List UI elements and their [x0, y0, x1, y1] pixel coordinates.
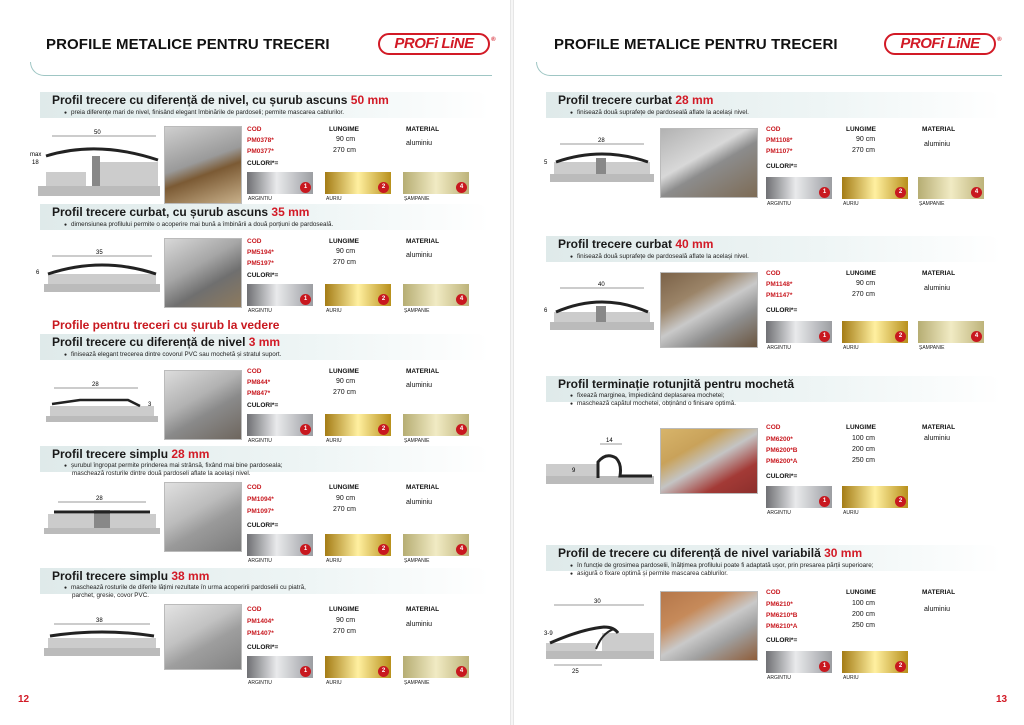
code: PM844*: [247, 379, 271, 386]
colors-label: CULORI*=: [766, 307, 798, 314]
profile-drawing: [40, 616, 164, 666]
material: aluminiu: [924, 141, 951, 148]
bullet-cont: parchet, gresie, covor PVC.: [72, 592, 149, 599]
section-title: Profil terminație rotunjită pentru mochetă: [558, 377, 795, 391]
length: 90 cm: [336, 378, 356, 385]
product-photo: [164, 604, 242, 670]
section-terminatie-mocheta: [546, 376, 1002, 516]
section-title: Profil trecere curbat 40 mm: [558, 237, 714, 251]
swatch-argintiu: 1: [247, 534, 313, 556]
product-photo: [164, 482, 242, 552]
swatch-label: ARGINTIU: [248, 308, 272, 314]
section-nivel-variabil-30mm: [544, 545, 1002, 681]
code: PM1404*: [247, 618, 274, 625]
svg-text:3: 3: [148, 402, 152, 408]
col-cod: COD: [766, 589, 781, 596]
swatch-argintiu: 1: [247, 414, 313, 436]
swatch-label: AURIU: [326, 308, 342, 314]
profile-drawing: [542, 132, 658, 192]
code: PM6200*B: [766, 447, 798, 454]
col-material: MATERIAL: [922, 589, 956, 596]
section-title: Profil trecere simplu 38 mm: [52, 569, 210, 583]
swatch-auriu: 2: [842, 321, 908, 343]
material: aluminiu: [406, 382, 433, 389]
col-cod: COD: [247, 238, 262, 245]
swatch-auriu: 2: [325, 172, 391, 194]
swatch-auriu: 2: [325, 534, 391, 556]
swatch-sampanie: 4: [403, 414, 469, 436]
swatch-sampanie: 4: [918, 321, 984, 343]
bullet: ● finisează două suprafețe de pardoseală aflate la același nivel.: [570, 253, 749, 261]
length: 200 cm: [852, 446, 875, 453]
swatch-label: AURIU: [843, 201, 859, 207]
length: 100 cm: [852, 600, 875, 607]
code: PM6210*A: [766, 623, 798, 630]
length: 90 cm: [856, 136, 876, 143]
product-photo: [660, 272, 758, 348]
product-photo: [660, 128, 758, 198]
col-material: MATERIAL: [406, 606, 440, 613]
col-cod: COD: [247, 606, 262, 613]
col-lungime: LUNGIME: [846, 126, 876, 133]
header-rule: [536, 62, 1002, 76]
header-rule: [30, 62, 492, 76]
length: 270 cm: [333, 389, 356, 396]
swatch-label: ȘAMPANIE: [404, 680, 430, 686]
product-photo: [164, 370, 242, 440]
code: PM1147*: [766, 292, 793, 299]
col-lungime: LUNGIME: [846, 424, 876, 431]
col-cod: COD: [247, 126, 262, 133]
brand-logo: PROFi LiNE ®: [884, 33, 996, 55]
bullet: ● șurubul îngropat permite prinderea mai strânsă, fixând mai bine pardoseala;: [64, 462, 282, 470]
swatch-auriu: 2: [842, 177, 908, 199]
col-lungime: LUNGIME: [329, 484, 359, 491]
code: PM1148*: [766, 281, 793, 288]
section-title: Profil trecere simplu 28 mm: [52, 447, 210, 461]
svg-text:max: max: [30, 152, 42, 158]
length: 90 cm: [336, 248, 356, 255]
swatch-label: AURIU: [326, 438, 342, 444]
col-material: MATERIAL: [406, 484, 440, 491]
section-title: Profil trecere cu diferență de nivel, cu șurub ascuns 50 mm: [52, 93, 389, 107]
swatch-sampanie: 4: [403, 656, 469, 678]
swatch-label: ARGINTIU: [767, 345, 791, 351]
product-photo: [660, 428, 758, 494]
swatch-sampanie: 4: [403, 172, 469, 194]
section-title: Profil trecere cu diferență de nivel 3 mm: [52, 335, 281, 349]
material: aluminiu: [406, 499, 433, 506]
swatch-label: ȘAMPANIE: [919, 345, 945, 351]
bullet: ● dimensiunea profilului permite o acoperire mai bună a îmbinării a două porțiuni de pardoseală.: [64, 221, 333, 229]
swatch-label: ȘAMPANIE: [404, 196, 430, 202]
svg-text:28: 28: [92, 382, 99, 388]
code: PM6200*A: [766, 458, 798, 465]
profile-drawing: [542, 276, 658, 342]
swatch-argintiu: 1: [766, 321, 832, 343]
swatch-label: ȘAMPANIE: [919, 201, 945, 207]
swatch-label: AURIU: [843, 510, 859, 516]
material: aluminiu: [406, 140, 433, 147]
code: PM5194*: [247, 249, 274, 256]
colors-label: CULORI*=: [766, 637, 798, 644]
swatch-auriu: 2: [325, 656, 391, 678]
swatch-label: ȘAMPANIE: [404, 558, 430, 564]
section-profil-3mm: [40, 334, 490, 452]
colors-label: CULORI*=: [766, 163, 798, 170]
page-header-title: PROFILE METALICE PENTRU TRECERI: [554, 36, 838, 53]
length: 270 cm: [333, 506, 356, 513]
col-lungime: LUNGIME: [329, 368, 359, 375]
section-title: Profil de trecere cu diferență de nivel variabilă 30 mm: [558, 546, 863, 560]
col-material: MATERIAL: [406, 126, 440, 133]
svg-text:14: 14: [606, 438, 613, 444]
length: 100 cm: [852, 435, 875, 442]
swatch-argintiu: 1: [247, 656, 313, 678]
profile-drawing: [40, 492, 164, 544]
product-photo: [660, 591, 758, 661]
svg-text:50: 50: [94, 130, 101, 136]
svg-text:5: 5: [544, 160, 548, 166]
code: PM6210*: [766, 601, 793, 608]
profile-drawing: [28, 122, 164, 204]
svg-text:6: 6: [36, 270, 40, 276]
profile-drawing: [40, 376, 164, 432]
swatch-label: AURIU: [843, 675, 859, 681]
swatch-label: ARGINTIU: [248, 438, 272, 444]
product-photo: [164, 238, 242, 308]
col-cod: COD: [247, 484, 262, 491]
swatch-label: AURIU: [326, 558, 342, 564]
svg-text:25: 25: [572, 669, 579, 675]
profile-drawing: [542, 434, 658, 490]
code: PM1097*: [247, 508, 274, 515]
length: 250 cm: [852, 622, 875, 629]
swatch-label: AURIU: [843, 345, 859, 351]
swatch-argintiu: 1: [766, 651, 832, 673]
col-material: MATERIAL: [922, 424, 956, 431]
material: aluminiu: [406, 252, 433, 259]
section-title: Profil trecere curbat, cu șurub ascuns 35 mm: [52, 205, 310, 219]
brand-logo: PROFi LiNE ®: [378, 33, 490, 55]
code: PM6200*: [766, 436, 793, 443]
swatch-sampanie: 4: [403, 284, 469, 306]
swatch-label: ȘAMPANIE: [404, 438, 430, 444]
section-title: Profil trecere curbat 28 mm: [558, 93, 714, 107]
col-material: MATERIAL: [922, 270, 956, 277]
col-material: MATERIAL: [406, 368, 440, 375]
length: 90 cm: [856, 280, 876, 287]
bullet: ● în funcție de grosimea pardoselii, înălțimea profilului poate fi adaptată ușor, prin presarea părții superioare;: [570, 562, 874, 570]
col-lungime: LUNGIME: [846, 589, 876, 596]
swatch-auriu: 2: [842, 651, 908, 673]
code: PM1108*: [766, 137, 793, 144]
product-photo: [164, 126, 242, 204]
col-cod: COD: [766, 126, 781, 133]
col-lungime: LUNGIME: [329, 238, 359, 245]
section-profil-28mm: [40, 446, 490, 564]
length: 90 cm: [336, 617, 356, 624]
bullet: ● finisează două suprafețe de pardoseală aflate la același nivel.: [570, 109, 749, 117]
length: 270 cm: [852, 147, 875, 154]
swatch-auriu: 2: [842, 486, 908, 508]
svg-text:3-9: 3-9: [544, 631, 553, 637]
colors-label: CULORI*=: [247, 160, 279, 167]
svg-text:28: 28: [598, 138, 605, 144]
colors-label: CULORI*=: [247, 522, 279, 529]
swatch-argintiu: 1: [247, 172, 313, 194]
svg-text:18: 18: [32, 160, 39, 166]
code: PM6210*B: [766, 612, 798, 619]
swatch-label: ARGINTIU: [248, 558, 272, 564]
bullet-cont: maschează rosturile dintre două pardoseli aflate la același nivel.: [72, 470, 251, 477]
svg-text:6: 6: [544, 308, 548, 314]
profile-drawing: [34, 244, 164, 300]
bullet: ● maschează rosturile de diferite lățimi rezultate în urma acoperirii pardoselii cu piatră,: [64, 584, 306, 592]
swatch-auriu: 2: [325, 414, 391, 436]
code: PM5197*: [247, 260, 274, 267]
material: aluminiu: [924, 285, 951, 292]
bullet: ● fixează marginea, împiedicând deplasarea mochetei;: [570, 392, 724, 400]
page-header-title: PROFILE METALICE PENTRU TRECERI: [46, 36, 330, 53]
material: aluminiu: [406, 621, 433, 628]
svg-text:28: 28: [96, 496, 103, 502]
length: 270 cm: [333, 628, 356, 635]
material: aluminiu: [924, 435, 951, 442]
section-profil-38mm: [40, 568, 490, 686]
colors-label: CULORI*=: [247, 644, 279, 651]
col-lungime: LUNGIME: [329, 606, 359, 613]
subheading: Profile pentru treceri cu șurub la vedere: [52, 318, 280, 332]
swatch-label: ARGINTIU: [767, 510, 791, 516]
col-material: MATERIAL: [406, 238, 440, 245]
code: PM1107*: [766, 148, 793, 155]
page-number: 12: [18, 694, 30, 705]
code: PM1407*: [247, 630, 274, 637]
col-cod: COD: [766, 424, 781, 431]
col-lungime: LUNGIME: [329, 126, 359, 133]
svg-text:35: 35: [96, 250, 103, 256]
length: 90 cm: [336, 495, 356, 502]
colors-label: CULORI*=: [247, 272, 279, 279]
length: 270 cm: [333, 147, 356, 154]
svg-text:9: 9: [572, 468, 576, 474]
bullet: ● maschează capătul mochetei, obținând o finisare optimă.: [570, 400, 736, 408]
swatch-label: AURIU: [326, 680, 342, 686]
section-profil-50mm: [30, 92, 490, 210]
swatch-label: AURIU: [326, 196, 342, 202]
swatch-label: ARGINTIU: [248, 196, 272, 202]
col-material: MATERIAL: [922, 126, 956, 133]
length: 270 cm: [333, 259, 356, 266]
swatch-label: ȘAMPANIE: [404, 308, 430, 314]
page-right: [512, 0, 1024, 725]
col-cod: COD: [766, 270, 781, 277]
col-cod: COD: [247, 368, 262, 375]
svg-text:30: 30: [594, 599, 601, 605]
swatch-sampanie: 4: [403, 534, 469, 556]
bullet: ● asigură o fixare optimă și permite mascarea cablurilor.: [570, 570, 728, 578]
code: PM0378*: [247, 137, 274, 144]
profile-drawing: [542, 593, 658, 677]
colors-label: CULORI*=: [766, 473, 798, 480]
swatch-label: ARGINTIU: [248, 680, 272, 686]
swatch-sampanie: 4: [918, 177, 984, 199]
swatch-auriu: 2: [325, 284, 391, 306]
length: 200 cm: [852, 611, 875, 618]
svg-text:40: 40: [598, 282, 605, 288]
page-number: 13: [996, 694, 1008, 705]
code: PM847*: [247, 390, 271, 397]
code: PM1094*: [247, 496, 274, 503]
swatch-label: ARGINTIU: [767, 201, 791, 207]
material: aluminiu: [924, 606, 951, 613]
colors-label: CULORI*=: [247, 402, 279, 409]
swatch-argintiu: 1: [766, 177, 832, 199]
svg-text:38: 38: [96, 618, 103, 624]
col-lungime: LUNGIME: [846, 270, 876, 277]
section-profil-35mm: [36, 204, 490, 322]
section-curbat-40mm: [546, 236, 1002, 354]
length: 250 cm: [852, 457, 875, 464]
swatch-argintiu: 1: [247, 284, 313, 306]
swatch-label: ARGINTIU: [767, 675, 791, 681]
swatch-argintiu: 1: [766, 486, 832, 508]
length: 270 cm: [852, 291, 875, 298]
bullet: ● finisează elegant trecerea dintre covorul PVC sau mochetă și stratul suport.: [64, 351, 281, 359]
bullet: ● preia diferențe mari de nivel, finisând elegant îmbinările de pardoseli; permite mascarea cablurilor.: [64, 109, 344, 117]
code: PM0377*: [247, 148, 274, 155]
section-curbat-28mm: [546, 92, 1002, 210]
length: 90 cm: [336, 136, 356, 143]
